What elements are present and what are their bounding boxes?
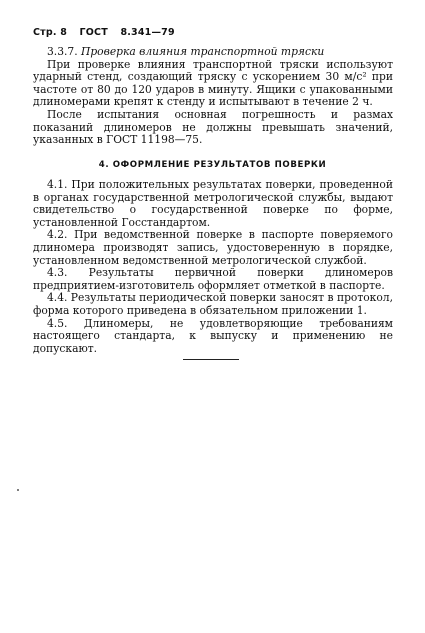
paragraph-4-3: 4.3. Результаты первичной поверки длиномеров предприятием-изготовитель оформляет отметкой в паспорте.	[33, 266, 393, 292]
block-3-3-7	[33, 46, 393, 147]
subsection-title-text: Проверка влияния транспортной тряски	[81, 45, 325, 58]
section-4-body	[33, 179, 393, 355]
end-rule	[183, 359, 239, 360]
paragraph-4-5: 4.5. Длиномеры, не удовлетворяющие требованиям настоящего стандарта, к выпуску и применению не допускают.	[33, 316, 393, 355]
standard-number: 8.341—79	[120, 27, 175, 38]
paragraph-4-1: 4.1. При положительных результатах поверки, проведенной в органах государственной метрологической службы, выдают свидетельство о государственной поверке по форме, установленной Госстандартом.	[33, 178, 393, 229]
page-number: Стр. 8	[33, 27, 68, 38]
subsection-title	[33, 46, 393, 59]
paragraph-4-2: 4.2. При ведомственной поверке в паспорте поверяемого длиномера производят запись, удостоверенную в порядке, установленном ведомственной метрологической службой.	[33, 228, 393, 267]
page-header	[33, 27, 184, 38]
section-heading: 4. ОФОРМЛЕНИЕ РЕЗУЛЬТАТОВ ПОВЕРКИ	[98, 160, 327, 170]
standard-label: ГОСТ	[79, 27, 108, 38]
paragraph: При проверке влияния транспортной тряски используют ударный стенд, создающий тряску с ускорением 30 м/с² при частоте от 80 до 120 ударов в минуту. Ящики с упакованными длиномерами крепят к стенду и испытывают в течение 2 ч.	[33, 57, 393, 109]
scan-speck	[17, 489, 19, 491]
subsection-number: 3.3.7.	[47, 45, 78, 58]
paragraph: После испытания основная погрешность и размах показаний длиномеров не должны превышать значений, указанных в ГОСТ 11198—75.	[33, 107, 393, 147]
paragraph-4-4: 4.4. Результаты периодической поверки заносят в протокол, форма которого приведена в обязательном приложении 1.	[33, 291, 393, 317]
